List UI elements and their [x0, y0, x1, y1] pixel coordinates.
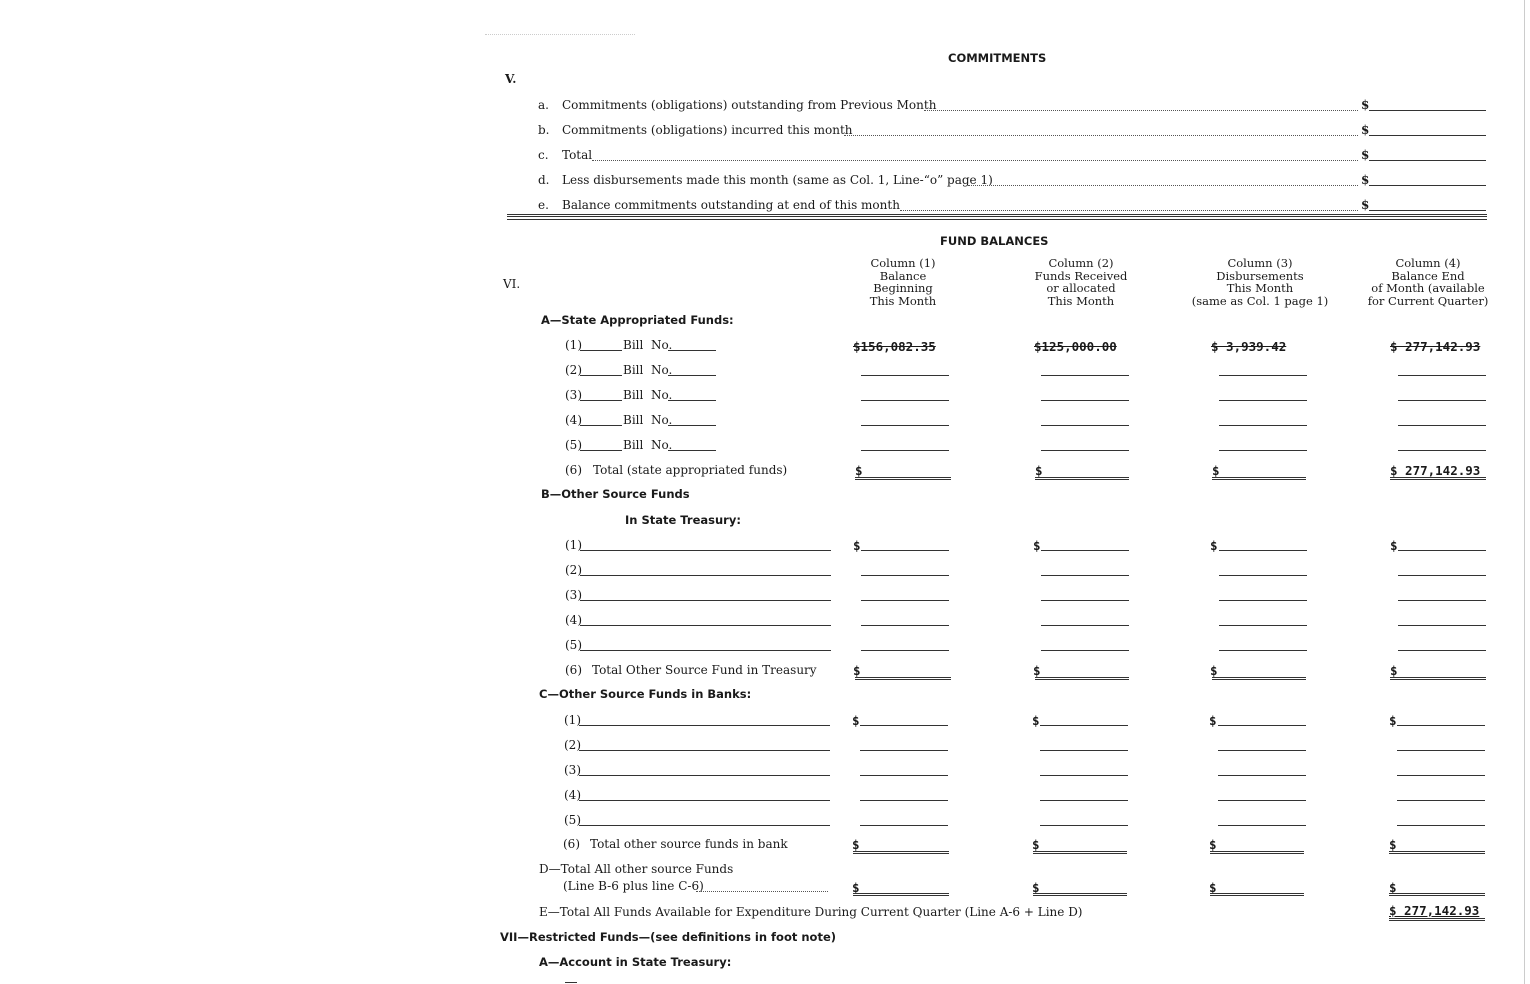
- commitment-amount-field[interactable]: [1369, 210, 1486, 211]
- b-row-description[interactable]: [580, 625, 831, 626]
- b-row-description[interactable]: [580, 600, 831, 601]
- a-total-label: Total (state appropriated funds): [593, 463, 788, 477]
- commitment-amount-field[interactable]: [1369, 110, 1486, 111]
- section-c-heading: C—Other Source Funds in Banks:: [539, 687, 752, 701]
- a1-col1-value: $156,082.35: [853, 339, 936, 354]
- b-row-description[interactable]: [580, 575, 831, 576]
- commitment-label: Commitments (obligations) incurred this month: [562, 123, 853, 137]
- section-a-heading: A—State Appropriated Funds:: [541, 313, 734, 327]
- a1-col2-value: $125,000.00: [1034, 339, 1117, 354]
- a1-col4-value: $ 277,142.93: [1390, 339, 1481, 354]
- section-divider: [507, 214, 1487, 217]
- section-b-subheading: In State Treasury:: [625, 513, 741, 527]
- commitment-amount-field[interactable]: [1369, 135, 1486, 136]
- column-1-header: Column (1) Balance Beginning This Month: [869, 256, 937, 308]
- commitment-amount-field[interactable]: [1369, 160, 1486, 161]
- a1-col3-value: $ 3,939.42: [1211, 339, 1287, 354]
- c-total-label: Total other source funds in bank: [590, 837, 788, 851]
- scan-artifact: [485, 34, 635, 36]
- line-d-label: D—Total All other source Funds: [539, 862, 734, 876]
- line-e-value: $ 277,142.93: [1389, 903, 1480, 918]
- restricted-sub-a: A—Account in State Treasury:: [539, 955, 732, 969]
- c-row-description[interactable]: [579, 775, 830, 776]
- line-d-sublabel: (Line B-6 plus line C-6): [563, 879, 704, 893]
- commitment-label: Total: [562, 148, 593, 162]
- column-4-header: Column (4) Balance End of Month (available for Current Quarter): [1367, 256, 1489, 308]
- b-row-description[interactable]: [580, 550, 831, 551]
- c-row-description[interactable]: [579, 750, 830, 751]
- column-2-header: Column (2) Funds Received or allocated This Month: [1034, 256, 1128, 308]
- fund-balances-title: FUND BALANCES: [940, 234, 1049, 248]
- commitment-label: Balance commitments outstanding at end of this month: [562, 198, 900, 212]
- commitments-title: COMMITMENTS: [948, 51, 1047, 65]
- c-row-description[interactable]: [579, 725, 830, 726]
- b-row-description[interactable]: [580, 650, 831, 651]
- section-v-label: V.: [505, 72, 517, 86]
- a-total-col4-value: $ 277,142.93: [1390, 463, 1481, 478]
- commitment-amount-field[interactable]: [1369, 185, 1486, 186]
- commitment-label: Commitments (obligations) outstanding from Previous Month: [562, 98, 937, 112]
- column-3-header: Column (3) Disbursements This Month (same as Col. 1 page 1): [1191, 256, 1329, 308]
- c-row-description[interactable]: [579, 825, 830, 826]
- line-e-label: E—Total All Funds Available for Expenditure During Current Quarter (Line A-6 + Line D): [539, 905, 1083, 919]
- section-vi-label: VI.: [503, 277, 521, 291]
- restricted-funds-heading: VII—Restricted Funds—(see definitions in foot note): [500, 930, 836, 944]
- commitment-label: Less disbursements made this month (same as Col. 1, Line-“o” page 1): [562, 173, 993, 187]
- page-edge: [1524, 0, 1525, 984]
- b-total-label: Total Other Source Fund in Treasury: [592, 663, 817, 677]
- c-row-description[interactable]: [579, 800, 830, 801]
- section-b-heading: B—Other Source Funds: [541, 487, 690, 501]
